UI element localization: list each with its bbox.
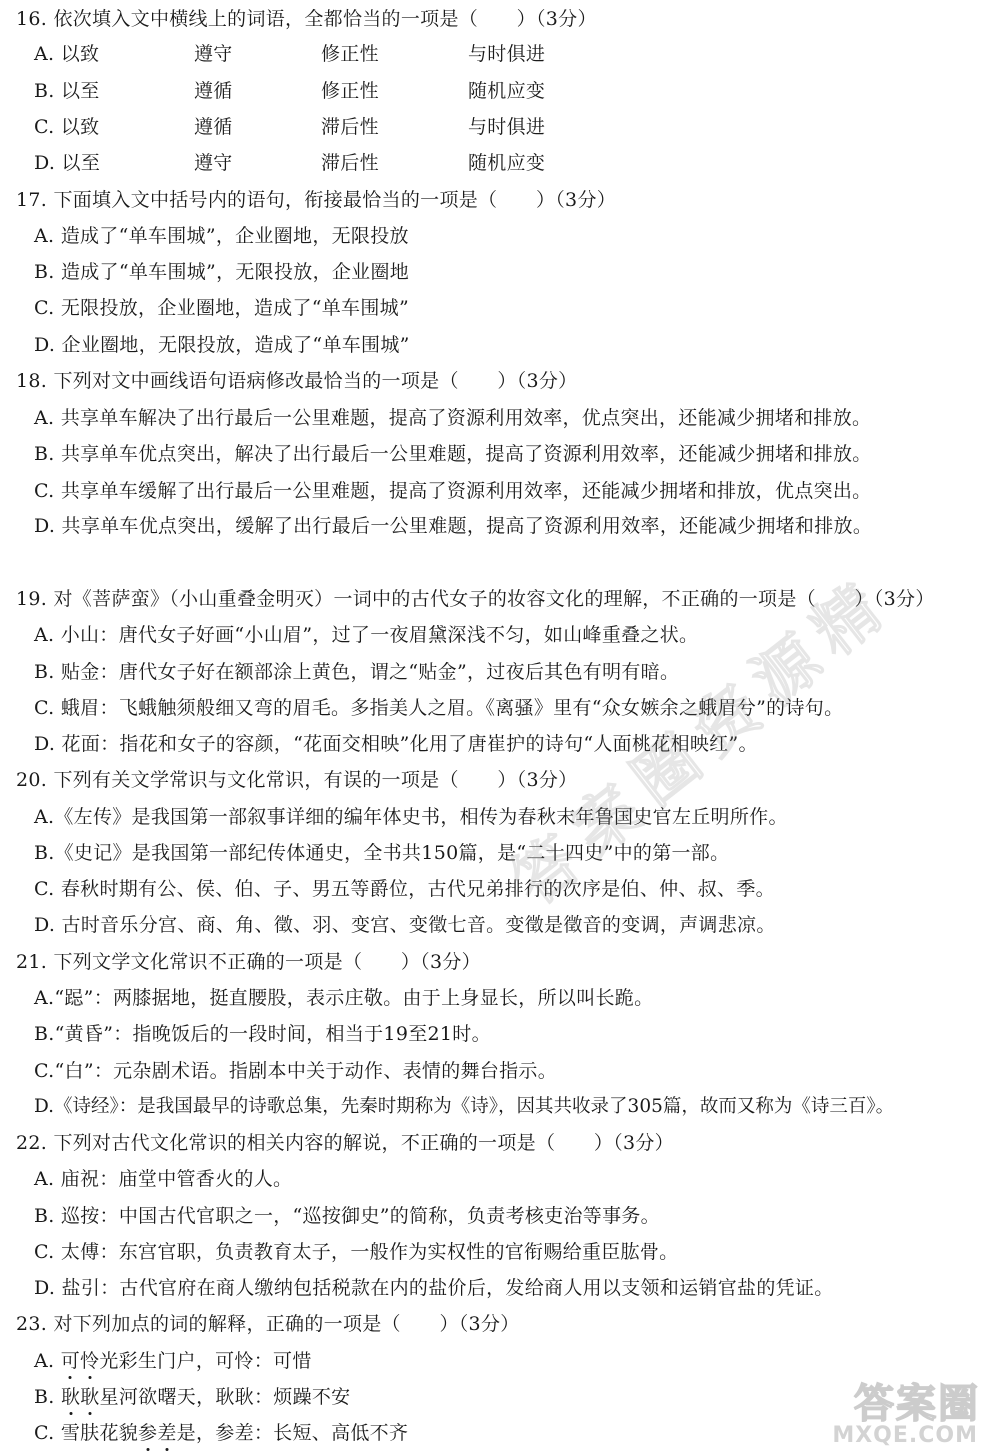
q16-d-word3: 滞后性 — [321, 152, 379, 174]
q18-option-a: A. 共享单车解决了出行最后一公里难题，提高了资源利用效率，优点突出，还能减少拥堵和排放。 — [34, 407, 872, 429]
q17-option-a: A. 造成了“单车围城”，企业圈地，无限投放 — [34, 225, 409, 247]
q22-option-b: B. 巡按：中国古代官职之一，“巡按御史”的简称，负责考核吏治等事务。 — [34, 1205, 660, 1227]
question-20-stem: 20. 下列有关文学常识与文化常识，有误的一项是（ ）（3分） — [16, 769, 578, 791]
q16-row-c — [34, 114, 634, 140]
q17-option-c: C. 无限投放，企业圈地，造成了“单车围城” — [34, 297, 409, 319]
q22-option-d: D. 盐引：古代官府在商人缴纳包括税款在内的盐价后，发给商人用以支领和运销官盐的凭证。 — [34, 1277, 834, 1299]
q16-b-word2: 遵循 — [194, 80, 233, 102]
q19-option-a: A. 小山：唐代女子好画“小山眉”，过了一夜眉黛深浅不匀，如山峰重叠之状。 — [34, 624, 699, 646]
question-23-stem: 23. 对下列加点的词的解释，正确的一项是（ ）（3分） — [16, 1313, 520, 1335]
q21-option-c: C.“白”：元杂剧术语。指剧本中关于动作、表情的舞台指示。 — [34, 1060, 558, 1082]
watermark-char: 资 — [679, 672, 776, 771]
q20-option-d: D. 古时音乐分宫、商、角、徵、羽、变宫、变徵七音。变徵是徵音的变调，声调悲凉。 — [34, 914, 776, 936]
q20-option-a: A.《左传》是我国第一部叙事详细的编年体史书，相传为春秋末年鲁国史官左丘明所作。 — [34, 806, 788, 828]
q23-a-prefix: A. — [34, 1350, 61, 1372]
emphasis-dot-char: 怜 — [80, 1350, 100, 1372]
q16-row-b — [34, 78, 634, 104]
question-18-stem: 18. 下列对文中画线语句语病修改最恰当的一项是（ ）（3分） — [16, 370, 578, 392]
q17-option-b: B. 造成了“单车围城”，无限投放，企业圈地 — [34, 261, 410, 283]
emphasis-dot-char: 差 — [157, 1422, 177, 1444]
q16-a-word1: A. 以致 — [34, 43, 100, 65]
q19-option-b: B. 贴金：唐代女子好在额部涂上黄色，谓之“贴金”，过夜后其色有明有暗。 — [34, 661, 680, 683]
q16-a-word3: 修正性 — [321, 43, 379, 65]
question-22-stem: 22. 下列对古代文化常识的相关内容的解说，不正确的一项是（ ）（3分） — [16, 1132, 674, 1154]
site-logo-cn: 答案圈 — [854, 1381, 980, 1427]
q16-d-word2: 遵守 — [194, 152, 233, 174]
emphasis-dot-char: 耿 — [80, 1386, 100, 1408]
q23-c-prefix: C. 雪肤花貌 — [34, 1422, 139, 1444]
q16-c-word2: 遵循 — [194, 116, 233, 138]
q18-option-d: D. 共享单车优点突出，缓解了出行最后一公里难题，提高了资源利用效率，还能减少拥堵和排放。 — [34, 515, 873, 537]
watermark-char: 案 — [559, 772, 656, 871]
question-21-stem: 21. 下列文学文化常识不正确的一项是（ ）（3分） — [16, 951, 481, 973]
q16-row-d — [34, 150, 634, 176]
q23-b-dotted-word — [61, 1386, 100, 1408]
q23-option-a — [34, 1348, 312, 1374]
q22-option-a: A. 庙祝：庙堂中管香火的人。 — [34, 1168, 293, 1190]
q16-c-word3: 滞后性 — [321, 116, 379, 138]
q23-a-dotted-word — [61, 1350, 100, 1372]
q21-option-b: B.“黄昏”：指晚饭后的一段时间，相当于19至21时。 — [34, 1023, 491, 1045]
question-16-stem: 16. 依次填入文中横线上的词语，全都恰当的一项是（ ）（3分） — [16, 8, 597, 30]
q23-option-c — [34, 1420, 408, 1446]
q22-option-c: C. 太傅：东宫官职，负责教育太子，一般作为实权性的官衔赐给重臣肱骨。 — [34, 1241, 679, 1263]
q20-option-b: B.《史记》是我国第一部纪传体通史，全书共150篇，是“二十四史”中的第一部。 — [34, 842, 730, 864]
q18-option-b: B. 共享单车优点突出，解决了出行最后一公里难题，提高了资源利用效率，还能减少拥堵和排放。 — [34, 443, 872, 465]
watermark-char: 答 — [499, 822, 596, 921]
q21-option-a: A.“跽”：两膝据地，挺直腰股，表示庄敬。由于上身显长，所以叫长跪。 — [34, 987, 654, 1009]
question-19-stem: 19. 对《菩萨蛮》（小山重叠金明灭）一词中的古代女子的妆容文化的理解，不正确的一项是（ ）（3分） — [16, 588, 935, 610]
q16-a-word2: 遵守 — [194, 43, 233, 65]
q23-b-rest: 星河欲曙天，耿耿：烦躁不安 — [99, 1386, 351, 1408]
q16-row-a — [34, 41, 634, 67]
q23-a-rest: 光彩生门户，可怜：可惜 — [99, 1350, 312, 1372]
q16-c-word1: C. 以致 — [34, 116, 100, 138]
q21-option-d: D.《诗经》：是我国最早的诗歌总集，先秦时期称为《诗》，因其共收录了305篇，故而又称为《诗三百》。 — [34, 1096, 895, 1117]
question-17-stem: 17. 下面填入文中括号内的语句，衔接最恰当的一项是（ ）（3分） — [16, 189, 617, 211]
q17-option-d: D. 企业圈地，无限投放，造成了“单车围城” — [34, 334, 410, 356]
q16-a-word4: 与时俱进 — [468, 43, 546, 65]
q19-option-d: D. 花面：指花和女子的容颜，“花面交相映”化用了唐崔护的诗句“人面桃花相映红”。 — [34, 733, 758, 755]
q16-d-word1: D. 以至 — [34, 152, 101, 174]
q23-c-dotted-word — [138, 1422, 177, 1444]
q23-b-prefix: B. — [34, 1386, 61, 1408]
q16-b-word1: B. 以至 — [34, 80, 100, 102]
q16-b-word4: 随机应变 — [468, 80, 546, 102]
emphasis-dot-char: 耿 — [60, 1386, 81, 1408]
q18-option-c: C. 共享单车缓解了出行最后一公里难题，提高了资源利用效率，还能减少拥堵和排放，优点突出。 — [34, 480, 872, 502]
q20-option-c: C. 春秋时期有公、侯、伯、子、男五等爵位，古代兄弟排行的次序是伯、仲、叔、季。 — [34, 878, 775, 900]
site-logo — [806, 1372, 984, 1448]
q19-option-c: C. 蛾眉：飞蛾触须般细又弯的眉毛。多指美人之眉。《离骚》里有“众女嫉余之蛾眉兮”的诗句。 — [34, 697, 844, 719]
q16-c-word4: 与时俱进 — [468, 116, 546, 138]
q16-b-word3: 修正性 — [321, 80, 379, 102]
watermark-char: 源 — [739, 622, 836, 721]
emphasis-dot-char: 可 — [60, 1350, 81, 1372]
watermark-char: 精 — [799, 572, 896, 671]
emphasis-dot-char: 参 — [138, 1422, 158, 1444]
q23-option-b — [34, 1384, 350, 1410]
q16-d-word4: 随机应变 — [468, 152, 546, 174]
q23-c-rest: 是，参差：长短、高低不齐 — [176, 1422, 409, 1444]
watermark-char: 圈 — [619, 722, 716, 821]
site-logo-en: MXQE.COM — [832, 1423, 978, 1448]
